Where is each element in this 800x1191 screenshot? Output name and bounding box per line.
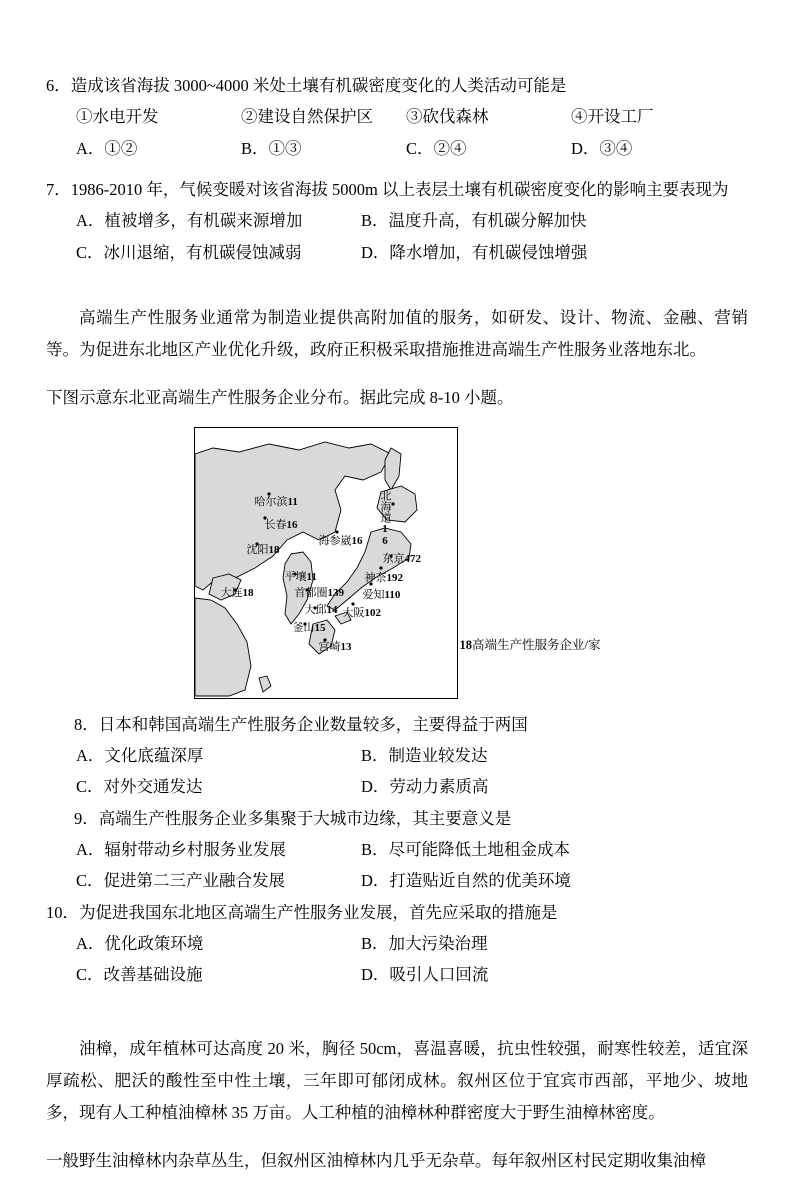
question-7-stem [46,174,748,205]
question-9-option-a[interactable]: A．辐射带动乡村服务业发展 [76,839,286,859]
map-legend-value: 18 [459,637,472,652]
question-6-text: 造成该省海拔 3000~4000 米处土壤有机碳密度变化的人类活动可能是 [70,76,567,95]
question-8-option-d[interactable]: D．劳动力素质高 [361,777,489,797]
question-6-option-c[interactable]: C．②④ [406,138,467,158]
question-9-option-b[interactable]: B．尽可能降低土地租金成本 [361,839,571,859]
map-label-miyazaki: 宫崎13 [318,640,352,653]
map-label-harbin: 哈尔滨11 [254,495,298,508]
question-7-option-c[interactable]: C．冰川退缩，有机碳侵蚀减弱 [76,242,302,262]
question-8-stem [46,709,748,740]
question-7-option-b[interactable]: B．温度升高，有机碳分解加快 [361,211,587,231]
question-7-option-a[interactable]: A．植被增多，有机碳来源增加 [76,211,303,231]
passage-camphor-paragraph-2: 一般野生油樟林内杂草丛生，但叙州区油樟林内几乎无杂草。每年叙州区村民定期收集油樟 [46,1151,706,1171]
question-10-option-b[interactable]: B．加大污染治理 [361,933,488,953]
passage-services-paragraph-2: 下图示意东北亚高端生产性服务企业分布。据此完成 8-10 小题。 [46,388,514,408]
question-10-option-c[interactable]: C．改善基础设施 [76,965,203,985]
question-6-option-d[interactable]: D．③④ [571,138,633,158]
map-label-shenyang: 沈阳18 [246,543,280,556]
question-7-option-d[interactable]: D．降水增加，有机碳侵蚀增强 [361,242,588,262]
question-9-option-c[interactable]: C．促进第二三产业融合发展 [76,871,286,891]
question-6-options [46,133,748,164]
question-8-text: 日本和韩国高端生产性服务企业数量较多，主要得益于两国 [98,714,528,734]
question-6-option-a[interactable]: A．①② [76,138,138,158]
question-6-sub-option-4: ④开设工厂 [571,107,654,127]
question-7-number: 7． [46,180,71,200]
question-8-options-row-2 [46,771,748,802]
question-6-number: 6． [46,76,71,95]
map-label-seoul: 首都圈139 [294,586,344,599]
map-label-vladivostok: 海参崴16 [318,534,363,547]
question-7-text: 1986-2010 年，气候变暖对该省海拔 5000m 以上表层土壤有机碳密度变化的影响主要表现为 [70,180,729,200]
question-9-options-row-1 [46,834,748,865]
question-10-options-row-2 [46,959,748,990]
question-6-sub-option-1: ①水电开发 [76,107,159,127]
question-6-sub-option-3: ③砍伐森林 [406,107,489,127]
question-6-option-b[interactable]: B．①③ [241,138,302,158]
map-label-kanagawa: 神奈192 [364,571,403,584]
figure-northeast-asia [46,427,748,699]
map-label-hokkaido: 北海道16 [379,489,392,547]
map-frame [194,427,458,699]
question-9-options-row-2 [46,865,748,896]
question-8-options-row-1 [46,740,748,771]
map-legend-text: 高端生产性服务企业/家 [472,637,601,652]
question-10-text: 为促进我国东北地区高端生产性服务业发展，首先应采取的措施是 [79,902,558,922]
question-10-option-d[interactable]: D．吸引人口回流 [361,965,489,985]
question-8-number: 8． [74,714,99,734]
map-label-busan: 釜山15 [292,621,326,634]
map-label-aichi: 爱知110 [362,588,401,601]
question-6-sub-options [46,101,748,132]
question-9-number: 9． [74,808,99,828]
map-label-daegu: 大邱14 [304,603,338,616]
passage-camphor-paragraph-1: 油樟，成年植林可达高度 20 米，胸径 50cm，喜温喜暖，抗虫性较强，耐寒性较差，适宜深厚疏松、肥沃的酸性至中性土壤，三年即可郁闭成林。叙州区位于宜宾市西部，平地少、坡地多，现有人工种植油樟林 35 万亩。人工种植的油樟林种群密度大于野生油樟林密度。 [46,1038,748,1123]
question-8-option-c[interactable]: C．对外交通发达 [76,777,203,797]
question-8-option-b[interactable]: B．制造业较发达 [361,745,488,765]
question-7-options-row-1 [46,205,748,236]
map-label-pyongyang: 平壤11 [284,570,317,583]
question-10-number: 10． [46,902,79,922]
question-6-stem [46,70,748,101]
map-legend [460,635,601,699]
question-9-text: 高端生产性服务企业多集聚于大城市边缘，其主要意义是 [98,808,512,828]
question-9-option-d[interactable]: D．打造贴近自然的优美环境 [361,871,571,891]
map-label-tokyo: 东京472 [382,552,421,565]
map-label-changchun: 长春16 [264,518,298,531]
map-label-dalian: 大连18 [220,586,254,599]
question-8-option-a[interactable]: A．文化底蕴深厚 [76,745,204,765]
question-10-options-row-1 [46,928,748,959]
question-9-stem [46,803,748,834]
question-10-stem [46,897,748,928]
question-7-options-row-2 [46,237,748,268]
map-label-osaka: 大阪102 [342,606,381,619]
question-10-option-a[interactable]: A．优化政策环境 [76,933,204,953]
question-6-sub-option-2: ②建设自然保护区 [241,107,373,127]
passage-services-paragraph-1: 高端生产性服务业通常为制造业提供高附加值的服务，如研发、设计、物流、金融、营销等。为促进东北地区产业优化升级，政府正积极采取措施推进高端生产性服务业落地东北。 [46,308,748,360]
